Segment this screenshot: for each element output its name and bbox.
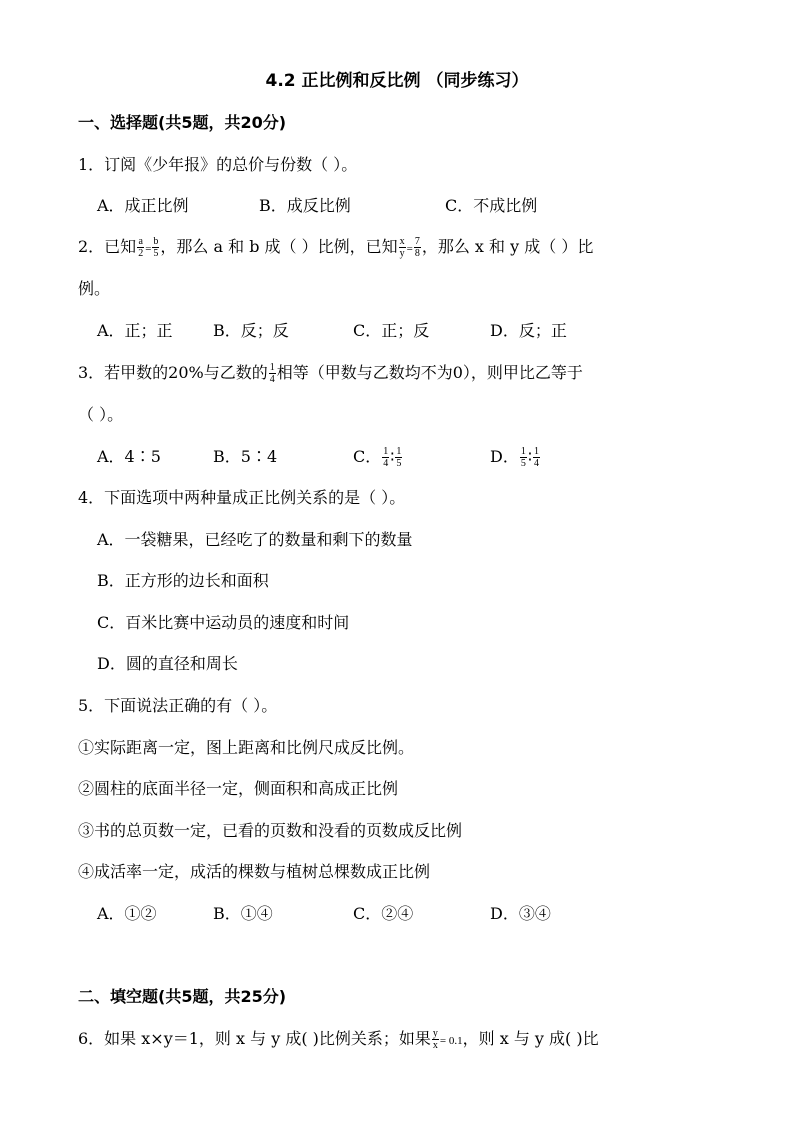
- statement-2: ②圆柱的底面半径一定，侧面积和高成正比例: [78, 779, 399, 798]
- q2-text-1: 2．已知: [78, 237, 137, 256]
- fraction-x-over-y: $\frac{x}{y}$: [399, 236, 405, 259]
- q3-text-1: 3．若甲数的20%与乙数的: [78, 363, 268, 382]
- question-2-stem: [78, 236, 593, 260]
- option-b[interactable]: B．①④: [213, 904, 273, 923]
- option-a[interactable]: A．一袋糖果，已经吃了的数量和剩下的数量: [97, 530, 413, 549]
- question-2-line-2: 例。: [78, 279, 111, 298]
- option-b[interactable]: B．5∶4: [213, 447, 278, 466]
- option-b[interactable]: B．成反比例: [259, 196, 351, 215]
- option-c[interactable]: [353, 446, 403, 469]
- option-d[interactable]: D．圆的直径和周长: [97, 654, 238, 673]
- q2-text-2: ，那么 a 和 b 成（ ）比例，已知: [160, 237, 398, 256]
- option-c-label: C．: [353, 447, 382, 466]
- question-1-stem: 1．订阅《少年报》的总价与份数（ ）。: [78, 155, 358, 174]
- ratio-sign: ∶: [527, 447, 533, 466]
- equals-sign: =: [406, 243, 413, 255]
- q6-text-2: ，则 x 与 y 成( )比: [462, 1029, 599, 1048]
- fraction-1-over-4: $\frac{1}{4}$: [383, 446, 389, 469]
- fraction-a-over-2: $\frac{a}{2}$: [138, 236, 144, 259]
- page-title: 4.2 正比例和反比例 （同步练习）: [265, 71, 529, 91]
- option-d[interactable]: D．③④: [490, 904, 551, 923]
- fraction-1-over-4: $\frac{1}{4}$: [534, 446, 540, 469]
- q2-text-3: ，那么 x 和 y 成（ ）比: [421, 237, 594, 256]
- ratio-sign: ∶: [390, 447, 395, 466]
- q6-text-1: 6．如果 x×y＝1，则 x 与 y 成( )比例关系；如果: [78, 1029, 431, 1048]
- option-b[interactable]: B．正方形的边长和面积: [97, 571, 269, 590]
- option-a[interactable]: A．4∶5: [97, 447, 161, 466]
- question-4-stem: 4．下面选项中两种量成正比例关系的是（ ）。: [78, 488, 406, 507]
- section-heading-fill-in: 二、填空题(共5题，共25分): [78, 987, 287, 1006]
- fraction-b-over-5: $\frac{b}{5}$: [153, 236, 159, 259]
- option-a[interactable]: A．成正比例: [97, 196, 189, 215]
- fraction-1-over-5: $\frac{1}{5}$: [520, 446, 526, 469]
- option-c[interactable]: C．②④: [353, 904, 414, 923]
- option-c[interactable]: C．不成比例: [445, 196, 538, 215]
- question-3-stem: [78, 362, 583, 385]
- equals-sign: =: [145, 243, 152, 255]
- equals-value: = 0.1: [439, 1035, 463, 1047]
- option-c[interactable]: C．正；反: [353, 321, 430, 340]
- option-d[interactable]: D．反；正: [490, 321, 567, 340]
- fraction-1-over-5: $\frac{1}{5}$: [396, 446, 402, 469]
- option-c[interactable]: C．百米比赛中运动员的速度和时间: [97, 613, 350, 632]
- question-5-stem: 5．下面说法正确的有（ ）。: [78, 696, 278, 715]
- section-heading-choice: 一、选择题(共5题，共20分): [78, 113, 287, 132]
- option-d[interactable]: [490, 446, 541, 469]
- option-d-label: D．: [490, 447, 519, 466]
- option-a[interactable]: A．①②: [97, 904, 157, 923]
- fraction-7-over-8: $\frac{7}{8}$: [414, 236, 420, 259]
- statement-1: ①实际距离一定，图上距离和比例尺成反比例。: [78, 738, 415, 757]
- fraction-1-over-4: $\frac{1}{4}$: [269, 362, 275, 385]
- question-3-line-2: （ ）。: [78, 405, 124, 424]
- question-6-stem: [78, 1028, 599, 1052]
- fraction-y-over-x: $\frac{y}{x}$: [432, 1028, 438, 1051]
- option-b[interactable]: B．反；反: [213, 321, 289, 340]
- q3-text-2: 相等（甲数与乙数均不为0），则甲比乙等于: [276, 363, 583, 382]
- statement-4: ④成活率一定，成活的棵数与植树总棵数成正比例: [78, 862, 431, 881]
- option-a[interactable]: A．正；正: [97, 321, 173, 340]
- statement-3: ③书的总页数一定，已看的页数和没看的页数成反比例: [78, 821, 463, 840]
